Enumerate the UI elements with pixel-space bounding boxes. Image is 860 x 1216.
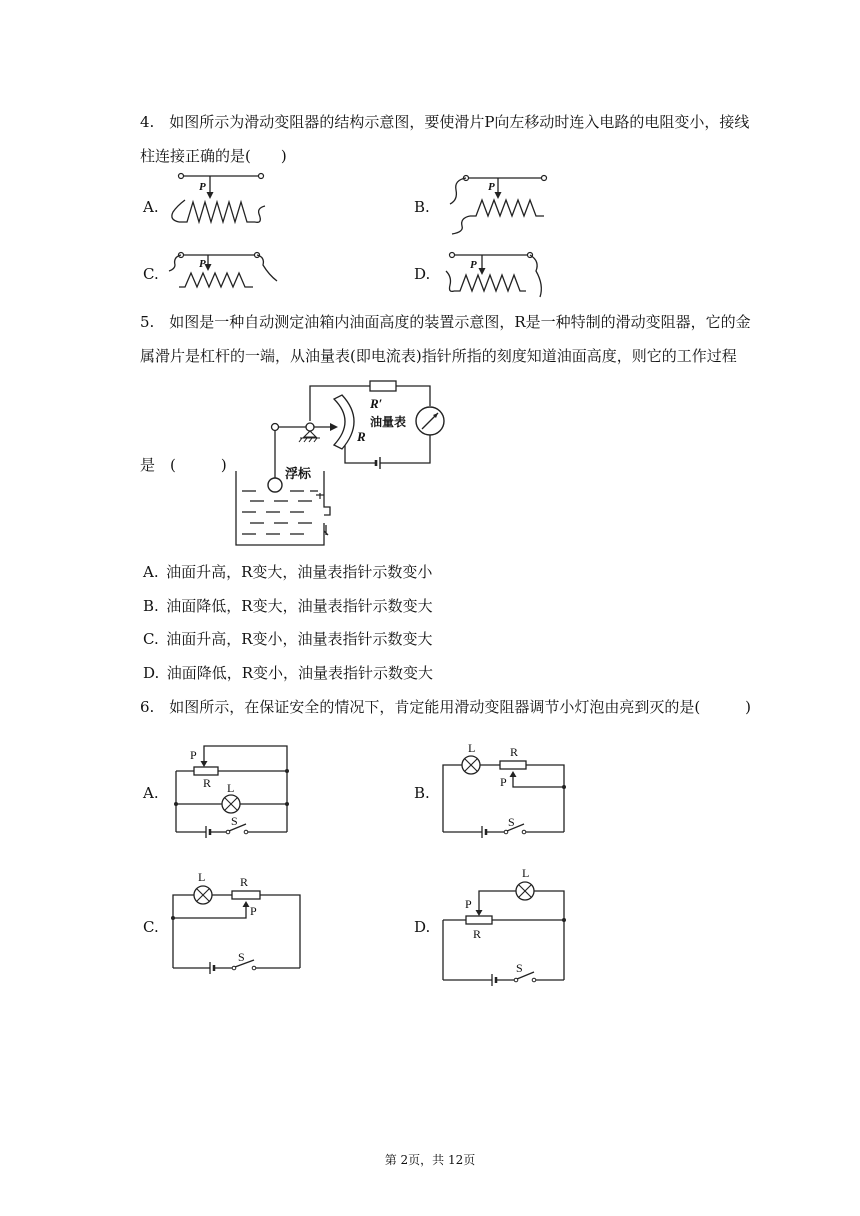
rheostat-label: R: [510, 745, 519, 759]
rheostat-r: [466, 916, 492, 924]
q4-option-b-rheostat-diagram: [440, 168, 550, 238]
slider-label: P: [500, 775, 507, 789]
slider-label: P: [190, 748, 197, 762]
q4-option-b-label: B.: [414, 198, 430, 216]
float-icon: [268, 478, 282, 492]
oil-gauge-diagram: [230, 375, 460, 550]
lamp-label: L: [522, 866, 530, 880]
q5-line1: 5. 如图是一种自动测定油箱内油面高度的装置示意图，R是一种特制的滑动变阻器，它的金: [140, 313, 751, 331]
q5-line3: 是 ( ): [140, 456, 227, 474]
q6-option-c-label: C.: [143, 918, 159, 936]
q5-option-c: C. 油面升高，R变小，油量表指针示数变大: [143, 630, 433, 648]
q5-option-d: D. 油面降低，R变小，油量表指针示数变大: [143, 664, 434, 682]
switch-label: S: [238, 950, 245, 964]
switch-label: S: [516, 961, 523, 975]
slider-label: P: [250, 904, 257, 918]
q4-option-d-label: D.: [414, 265, 431, 283]
q4-option-c-rheostat-diagram: [165, 245, 285, 305]
q6-option-b-label: B.: [414, 784, 430, 802]
slider-p-label: P: [199, 181, 206, 193]
q4-line2: 柱连接正确的是( ): [140, 147, 287, 165]
rheostat-label: R: [240, 875, 249, 889]
page-footer: 第 2页，共 12页: [384, 1153, 476, 1167]
switch-label: S: [508, 815, 515, 829]
resistor-r-prime: [370, 381, 396, 391]
q4-option-c-label: C.: [143, 265, 159, 283]
lamp-label: L: [227, 781, 235, 795]
slider-label: P: [465, 897, 472, 911]
oil-meter-label: 油量表: [370, 415, 407, 429]
q6-option-c-circuit: [168, 866, 308, 976]
q6-option-a-label: A.: [143, 784, 159, 802]
q6-option-b-circuit: [438, 738, 578, 843]
slider-p-label: P: [470, 259, 477, 271]
switch-label: S: [231, 814, 238, 828]
lamp-label: L: [198, 870, 206, 884]
q6-option-a-circuit: [168, 738, 308, 843]
slider-p-label: P: [199, 258, 206, 270]
rheostat-r: [232, 891, 260, 899]
q4-line1: 4. 如图所示为滑动变阻器的结构示意图，要使滑片P向左移动时连入电路的电阻变小，接线: [140, 113, 750, 131]
rheostat-label: R: [473, 927, 482, 941]
q5-option-b: B. 油面降低，R变大，油量表指针示数变大: [143, 597, 433, 615]
lever-pivot: [306, 423, 314, 431]
q6-option-d-label: D.: [414, 918, 431, 936]
q6-option-d-circuit: [438, 864, 578, 984]
slider-p-label: P: [488, 181, 495, 193]
arc-rheostat-r: [334, 395, 354, 449]
q4-option-a-label: A.: [143, 198, 159, 216]
r-prime-label: R′: [370, 396, 383, 411]
q6-line1: 6. 如图所示，在保证安全的情况下，肯定能用滑动变阻器调节小灯泡由亮到灭的是( ): [140, 698, 752, 716]
rheostat-r: [194, 767, 218, 775]
q4-option-a-rheostat-diagram: [165, 168, 275, 238]
q5-option-a: A. 油面升高，R变大，油量表指针示数变小: [143, 563, 433, 581]
rheostat-label: R: [203, 776, 212, 790]
q4-option-d-rheostat-diagram: [440, 245, 550, 307]
rheostat-r: [500, 761, 526, 769]
q5-line2: 属滑片是杠杆的一端，从油量表(即电流表)指针所指的刻度知道油面高度，则它的工作过程: [140, 347, 737, 365]
lamp-label: L: [468, 741, 476, 755]
r-label: R: [357, 429, 366, 444]
float-label: 浮标: [285, 466, 312, 481]
